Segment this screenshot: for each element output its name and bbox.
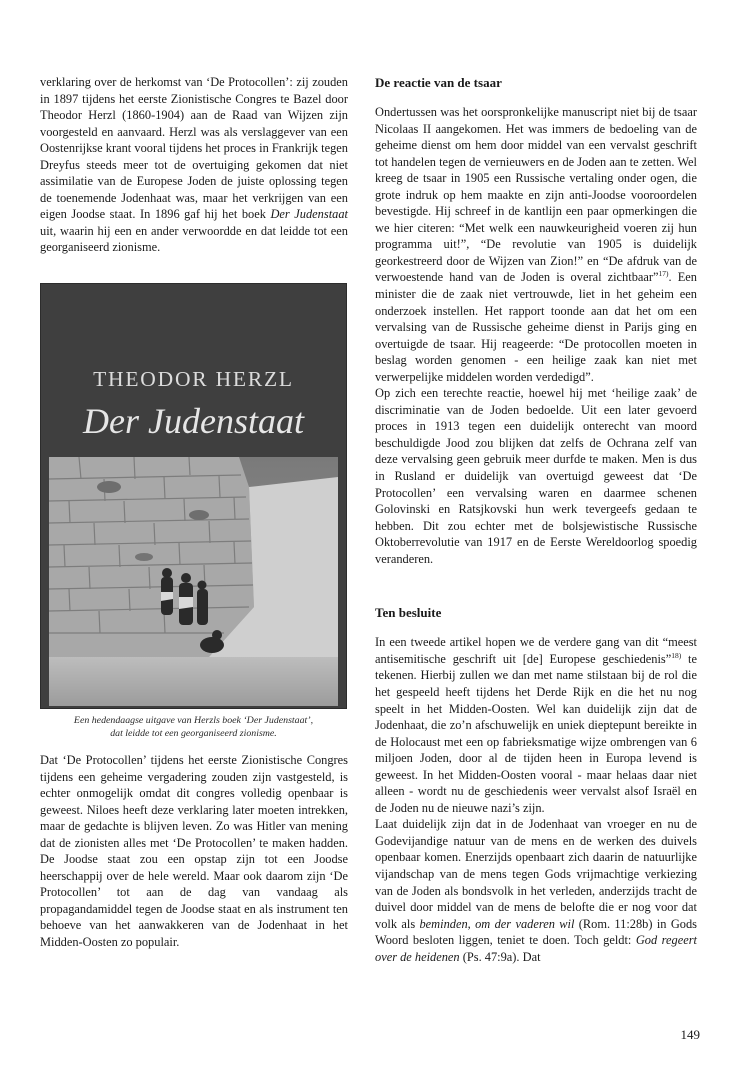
intro-paragraph xyxy=(40,74,348,262)
figure-caption xyxy=(40,714,347,740)
caption-line-2: dat leidde tot een georganiseerd zionisme. xyxy=(110,728,277,739)
footnote-marker-17: 17) xyxy=(658,269,669,279)
page-number: 149 xyxy=(680,1027,700,1042)
section-besluite xyxy=(375,604,697,965)
section-tsaar-body xyxy=(375,104,697,567)
section-besluite-paragraph-2: Laat duidelijk zijn dat in de Jodenhaat van vroeger en nu de Godevijandige natuur van de mens en de werken des duivels openbaar komen. Enerzijds openbaart zich daarin de natuurlijke vijandschap van de mens tegen Gods vrijmachtige verkiezing van de Joden als bondsvolk in het verleden, anderzijds tracht de duivel door middel van de mens de belofte die er nog voor dat volk als beminden, om der vaderen wil (Rom. 11:28b) in Gods Woord besloten liggen, teniet te doen. Toch geldt: God regeert over de heidenen (Ps. 47:9a). Dat xyxy=(375,817,697,964)
section-tsaar-paragraph-1: Ondertussen was het oorspronkelijke manuscript niet bij de tsaar Nicolaas II aangekomen. Het was immers de bedoeling van de geheime dienst om hem door middel van een vervalst geschrift tot handelen tegen de vernieuwers en de Joden aan te zetten. Wel kreeg de tsaar in 1905 een Russische vertaling onder ogen, die grote indruk op hem maakte en zijn anti-Joodse vooroordelen bevestigde. Hij schreef in de kantlijn een paar opmerkingen die we hier citeren: “Met welk een nauwkeurigheid voeren zij hun programma uit!”, “De revolutie van 1905 is duidelijk georkestreerd door de Wijzen van Zion!” en “De afdruk van de verwoestende hand van de Joden is overal zichtbaar”$^{17)}$. Een minister die de zaak niet vertrouwde, liet in het geheim een onderzoek instellen. Het rapport toonde aan dat het om een vervalsing van de Russische geheime dienst in Parijs ging en overtuigde de tsaar. Hij reageerde: “De protocollen moeten in beslag worden genomen - een heilige zaak kan niet met verwerpelijke middelen worden verdedigd”. xyxy=(375,105,697,384)
western-wall-photo xyxy=(49,457,338,706)
caption-line-1: Een hedendaagse uitgave van Herzls boek ‘Der Judenstaat’, xyxy=(73,715,314,726)
book-cover-figure xyxy=(40,283,347,709)
footnote-marker-18: 18) xyxy=(671,650,682,660)
section-tsaar xyxy=(375,74,697,567)
intro-text-tail: uit, waarin hij een en ander verwoordde en dat leidde tot een georganiseerd zionisme. xyxy=(40,223,348,255)
section-tsaar-paragraph-2: Op zich een terechte reactie, hoewel hij met ‘heilige zaak’ de discriminatie van de Joden bedoelde. Uit een later gevoerd proces in 1913 tegen een duidelijk onterecht van moord beschuldigde Jood zou blijken dat zelfs de Ochrana zelf van deze vervalsing geen gebruik meer durfde te maken. Men is dus in Rusland er duidelijk van overtuigd geweest dat ‘De Protocollen’ een vervalsing waren en daarmee schenen Golovinski en Ratsjkovski hun werk tevergeefs gedaan te hebben. Dit zou echter met de bolsjewistische Russische Oktoberrevolutie van 1917 en de Eerste Wereldoorlog spoedig veranderen. xyxy=(375,386,697,566)
section-besluite-paragraph-1: In een tweede artikel hopen we de verdere gang van dit “meest antisemitische geschrift uit [de] Europese geschiedenis”$^{18)}$ te tekenen. Hierbij zullen we dan met name stilstaan bij de rol die het gespeeld heeft tijdens het Derde Rijk en die het nu nog speelt in het Midden-Oosten. Wel kan duidelijk zijn dat de Jodenhaat, die zo’n afschuwelijk en uniek dieptepunt bereikte in de Holocaust met een op fabrieksmatige wijze ombrengen van 6 miljoen Joden, door al de tijden heen in Europa levend is geweest. In het Midden-Oosten vooral - maar helaas daar niet alleen - wordt nu de geschiedenis weer vervalst alsof Israël en de Joden nu de nieuwe nazi’s zijn. xyxy=(375,635,697,815)
section-besluite-body xyxy=(375,634,697,965)
book-title: Der Judenstaat xyxy=(83,401,304,441)
intro-book-title: Der Judenstaat xyxy=(270,207,348,222)
section-heading-besluite: Ten besluite xyxy=(375,605,442,621)
left-column xyxy=(40,74,348,262)
right-column xyxy=(375,74,697,965)
intro-text-lead: verklaring over de herkomst van ‘De Protocollen’: zij zouden in 1897 tijdens het eerste Zionistische Congres te Bazel door Theodor Herzl (1860-1904) aan de Raad van Wijzen zijn voorgesteld en aanvaard. Herzl was als verslaggever van een Oostenrijkse krant vooral tijdens het proces in Frankrijk tegen Dreyfus steeds meer tot de overtuiging gekomen dat niet assimilatie van de Europese Joden de juiste oplossing tegen de toenemende Jodenhaat was, maar het verkrijgen van een eigen Joodse staat. In 1896 gaf hij het boek xyxy=(40,75,348,222)
section-heading-tsaar: De reactie van de tsaar xyxy=(375,75,502,90)
book-author: THEODOR HERZL xyxy=(93,367,294,391)
bottom-paragraph: Dat ‘De Protocollen’ tijdens het eerste Zionistische Congres tijdens een geheime vergadering zouden zijn vastgesteld, is echter onmogelijk omdat dit congres volledig openbaar is geweest. Niloes heeft deze verklaring later moeten intrekken, maar de gedachte is blijven leven. Zo was Hitler van mening dat de zionisten alles met ‘De Protocollen’ te maken hadden. De Joodse staat zou een opstap zijn tot een Joodse heerschappij over de hele wereld. Maar ook daarom zijn ‘De Protocollen’ tot aan de dag van vandaag als propagandamiddel tegen de Joodse staat en als instrument ten behoeve van het aanwakkeren van de Jodenhaat in het Midden-Oosten zo populair. xyxy=(40,753,348,950)
left-column-bottom xyxy=(40,752,348,951)
